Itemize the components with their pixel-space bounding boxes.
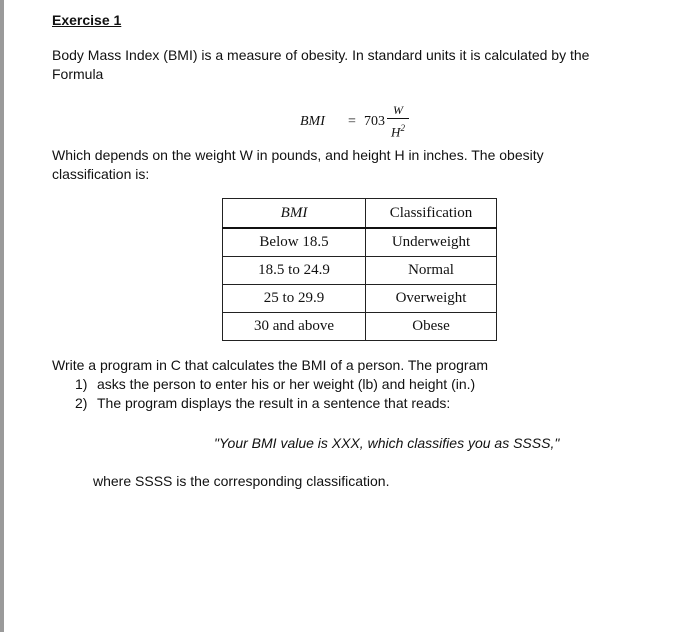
table-cell-bmi: 30 and above: [223, 313, 366, 341]
table-row: [223, 285, 497, 313]
formula-coefficient: 703: [364, 114, 385, 129]
description-line-1: Which depends on the weight W in pounds, and height H in inches. The obesity: [52, 147, 544, 163]
formula-denominator: [387, 121, 409, 139]
step-text-2: The program displays the result in a sentence that reads:: [97, 395, 451, 411]
table-cell-classification: Underweight: [366, 228, 497, 257]
output-sentence-quote: "Your BMI value is XXX, which classifies you as SSSS,": [214, 435, 560, 451]
page-edge-bar: [0, 0, 4, 632]
table-cell-classification: Normal: [366, 257, 497, 285]
table-cell-bmi: 18.5 to 24.9: [223, 257, 366, 285]
intro-line-1: Body Mass Index (BMI) is a measure of obesity. In standard units it is calculated by the: [52, 47, 590, 63]
formula-exponent: 2: [400, 123, 405, 133]
step-number-2: 2): [75, 395, 88, 411]
table-cell-bmi: 25 to 29.9: [223, 285, 366, 313]
formula-fraction: [387, 103, 409, 139]
table-cell-bmi: Below 18.5: [223, 228, 366, 257]
bmi-classification-table: [222, 198, 497, 341]
formula-denominator-base: H: [391, 124, 401, 140]
table-cell-classification: Overweight: [366, 285, 497, 313]
table-row: [223, 313, 497, 341]
fraction-bar: [387, 118, 409, 119]
table-row: [223, 228, 497, 257]
formula-equals: =: [348, 114, 356, 129]
footer-note: where SSSS is the corresponding classification.: [93, 473, 390, 489]
description-line-2: classification is:: [52, 166, 150, 182]
step-text-1: asks the person to enter his or her weight (lb) and height (in.): [97, 376, 476, 392]
program-intro: Write a program in C that calculates the BMI of a person. The program: [52, 357, 489, 373]
table-header-classification: Classification: [366, 199, 497, 229]
formula-numerator: W: [393, 103, 403, 117]
formula-lhs: BMI: [300, 114, 325, 129]
table-header-bmi: BMI: [223, 199, 366, 229]
table-header-row: [223, 199, 497, 229]
table-row: [223, 257, 497, 285]
step-number-1: 1): [75, 376, 88, 392]
table-cell-classification: Obese: [366, 313, 497, 341]
exercise-title: Exercise 1: [52, 12, 122, 28]
intro-line-2: Formula: [52, 66, 104, 82]
